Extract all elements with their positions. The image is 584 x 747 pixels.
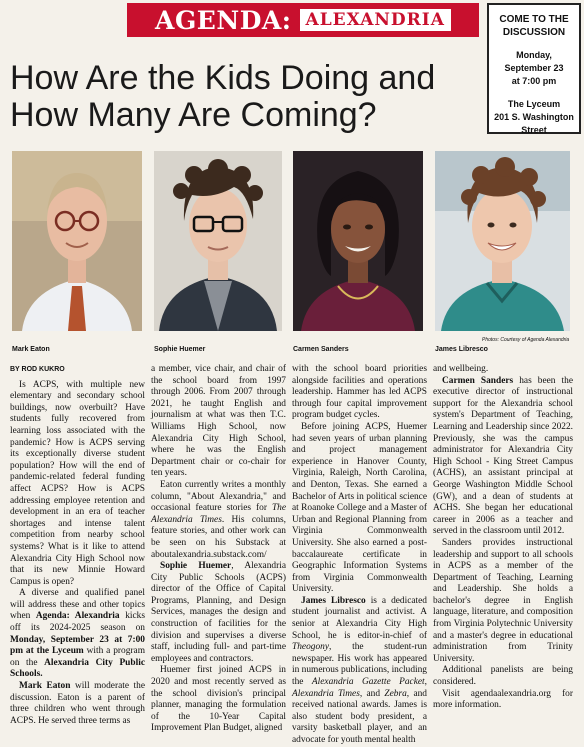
- caption-carmen-sanders: Carmen Sanders: [293, 346, 349, 353]
- paragraph: and wellbeing.: [433, 364, 489, 374]
- banner-location-word: ALEXANDRIA: [300, 9, 451, 31]
- caption-mark-eaton: Mark Eaton: [12, 346, 50, 353]
- event-venue-street: Street: [521, 125, 547, 135]
- event-date-day: Monday,: [516, 50, 552, 60]
- byline: BY ROD KUKRO: [10, 366, 65, 373]
- photo-credit: Photos: Courtesy of Agenda Alexandria: [482, 337, 570, 343]
- event-box-heading-line2: DISCUSSION: [502, 27, 566, 38]
- paragraph: Eaton currently writes a monthly column, "About Alexandria," and occasional feature stories for The Alexandria Times. His columns, feature stories, and other work can be seen on his Substack at aboutalexandria.substack.com/: [151, 479, 287, 560]
- paragraph: a member, vice chair, and chair of the school board from 1997 through 2006. From 2007 through 2021, he taught English and journalism at what was then T.C. Williams High School, now Alexandria City High School, where he was the English Department chair or co-chair for ten years.: [151, 364, 286, 479]
- banner-agenda-word: AGENDA:: [155, 5, 292, 35]
- paragraph: Sanders provides instructional leadership and support to all schools in ACPS as a member of the Department of Teaching, Learning and Leadership. She holds a bachelor's degree in English language, literature, and composition from Virginia Polytechnic University and a master's degree in educational administration from Trinity University.: [433, 537, 573, 664]
- article-column-2: [151, 364, 286, 735]
- event-box-heading-line1: COME TO THE: [499, 14, 569, 25]
- agenda-alexandria-banner: [127, 3, 479, 37]
- paragraph: Before joining ACPS, Huemer had seven years of urban planning and project management experience in Hanover County, Virginia, Raleigh, North Carolina, and Denton, Texas. She earned a Bachelor of Arts in political science at Roanoke College and a Master of Urban and Regional Planning from Virginia Commonwealth University. She also earned a post-baccalaureate certificate in Geographic Information Systems from Virginia Commonwealth University.: [292, 421, 427, 595]
- photo-sophie-huemer: [154, 151, 282, 331]
- paragraph: Additional panelists are being considered.: [433, 665, 573, 688]
- article-column-3: [292, 364, 427, 747]
- paragraph: Mark Eaton will moderate the discussion. Eaton is a parent of three children who went through ACPS. He served three terms as: [10, 681, 146, 726]
- event-date: September 23: [504, 63, 564, 73]
- article-column-4: [433, 364, 573, 712]
- paragraph: Carmen Sanders has been the executive director of instructional support for the Alexandria school system's Department of Teaching, Learning and Leadership since 2022. Previously, she was the campus administrator for Alexandria City High School - King Street Campus (ACHS), an assistant principal at George Washington Middle School (GW), and a dean of students at ACHS. She began her educational career in 2006 as a teacher and served in the classroom until 2012.: [433, 375, 573, 537]
- page-headline: How Are the Kids Doing and How Many Are Coming?: [10, 59, 436, 134]
- caption-james-libresco: James Libresco: [435, 346, 488, 353]
- event-time: at 7:00 pm: [511, 76, 557, 86]
- photo-mark-eaton: [12, 151, 142, 331]
- article-column-1: [10, 364, 145, 727]
- paragraph: Visit agendaalexandria.org for more information.: [433, 688, 573, 711]
- event-venue-address: 201 S. Washington: [494, 112, 574, 122]
- photo-james-libresco: [435, 151, 570, 331]
- paragraph: A diverse and qualified panel will address these and other topics when Agenda: Alexandria kicks off its 2024-2025 season on Monday, September 23 at 7:00 pm at the Lyceum with a program on the Alexandria City Public Schools.: [10, 588, 145, 680]
- caption-sophie-huemer: Sophie Huemer: [154, 346, 206, 353]
- paragraph: with the school board priorities alongside facilities and operations leadership. Hammer has led ACPS through four capital improvement program budget cycles.: [292, 364, 427, 421]
- event-venue-name: The Lyceum: [507, 99, 561, 109]
- paragraph: Huemer first joined ACPS in 2020 and most recently served as the school division's principal planner, managing the formulation of the 10-Year Capital Improvement Plan Budget, aligned: [151, 665, 286, 734]
- paragraph: Is ACPS, with multiple new elementary and secondary school buildings, now overbuilt? Have students fully recovered from learning loss associated with the pandemic? How is ACPS serving its exceptionally diverse student population? How will the end of pandemic-related federal funding affect ACPS? How is ACPS addressing employee retention and development in an era of teacher shortages and intense talent competition from nearby school systems? What is it like to attend Alexandria City High School now that its new Minnie Howard Campus is open?: [10, 379, 145, 587]
- event-info-box: [487, 3, 581, 134]
- paragraph: James Libresco is a dedicated student journalist and activist. A senior at Alexandria City High School, he is editor-in-chief of Theogony, the student-run newspaper. His work has appeared in numerous publications, including the Alexandria Gazette Packet, Alexandria Times, and Zebra, and received national awards. James is also student body president, a varsity basketball player, and an advocate for youth mental health: [292, 595, 427, 745]
- photo-carmen-sanders: [293, 151, 423, 331]
- paragraph: Sophie Huemer, Alexandria City Public Schools (ACPS) director of the Office of Capital Programs, Planning, and Design Services, manages the design and construction of facilities for the division and supervises a diverse staff, including full- and part-time employees and contractors.: [151, 561, 286, 664]
